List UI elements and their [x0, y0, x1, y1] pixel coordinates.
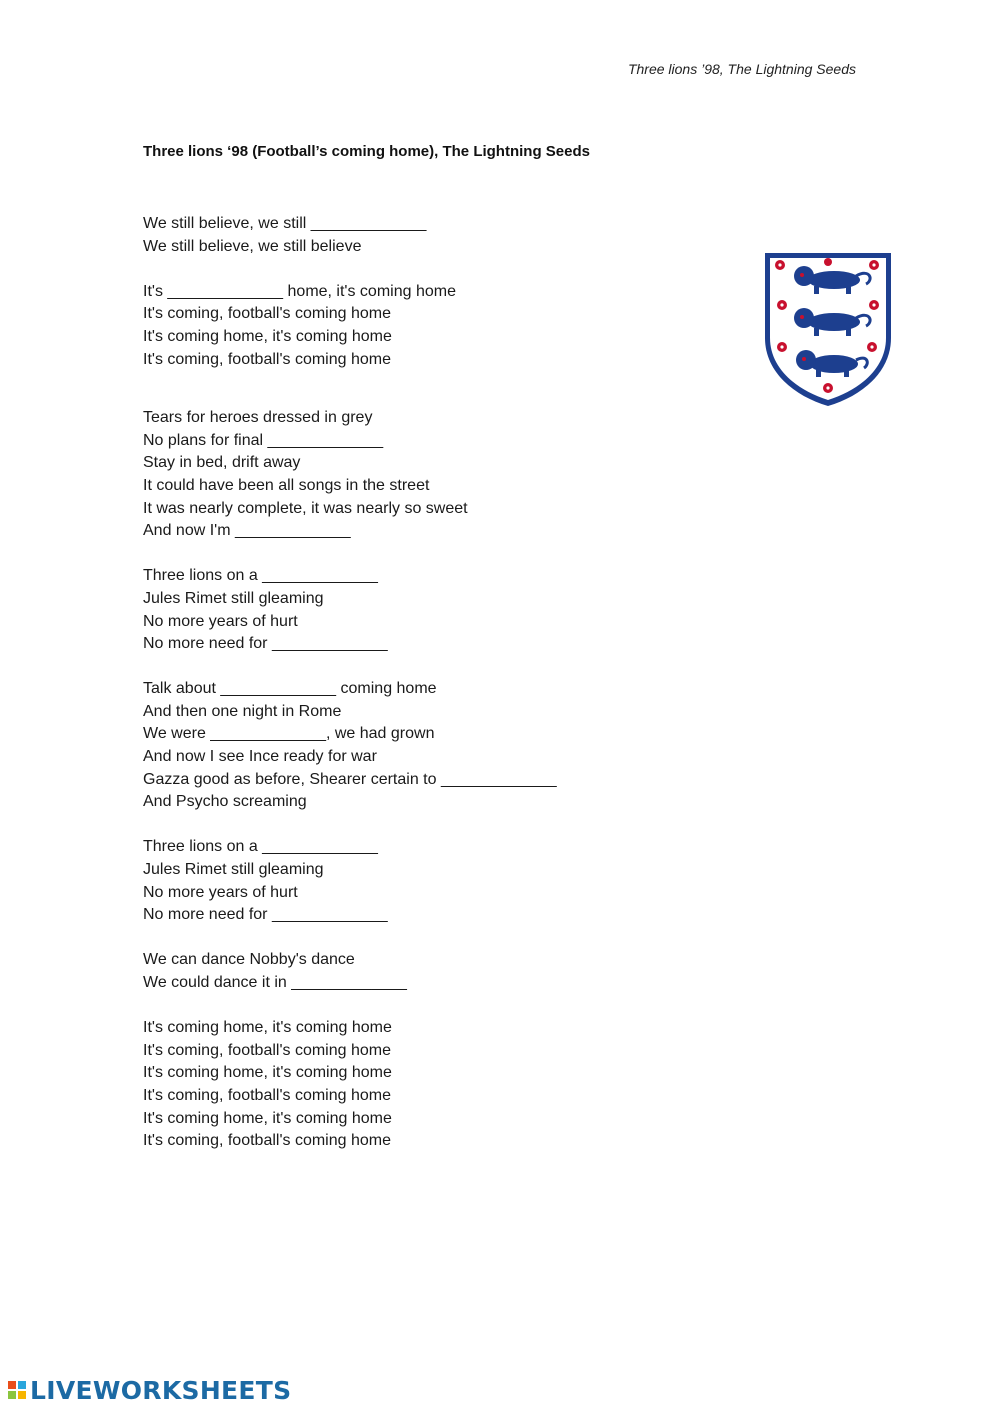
lyric-line: Three lions on a _____________ [143, 838, 378, 856]
lyric-line: No more need for _____________ [143, 906, 388, 924]
logo-blocks-icon [8, 1381, 26, 1399]
lyric-line: It's coming home, it's coming home [143, 1064, 392, 1082]
lyric-line: We still believe, we still believe [143, 237, 362, 255]
stanza [143, 565, 557, 655]
lyric-line: We could dance it in _____________ [143, 974, 407, 991]
lyric-line: And now I see Ince ready for war [143, 748, 377, 766]
lyric-line: And now I'm _____________ [143, 522, 351, 540]
lyric-line: It's coming home, it's coming home [143, 327, 392, 345]
lyric-line: We still believe, we still _____________ [143, 215, 427, 232]
stanza [143, 949, 557, 994]
lyric-line: It's coming home, it's coming home [143, 1109, 392, 1127]
logo-text: LIVEWORKSHEETS [30, 1375, 292, 1405]
lyric-line: It's _____________ home, it's coming home [143, 282, 456, 300]
lyric-line: We can dance Nobby's dance [143, 951, 355, 969]
lyric-line: No more need for _____________ [143, 635, 388, 653]
lyric-line: Three lions on a _____________ [143, 567, 378, 585]
stanza [143, 836, 557, 926]
lyric-line: No more years of hurt [143, 883, 298, 901]
lyric-line: It's coming, football's coming home [143, 1041, 391, 1059]
stanza [143, 678, 557, 814]
lyric-line: And Psycho screaming [143, 793, 307, 811]
stanza [143, 281, 557, 371]
stanza [143, 407, 557, 543]
lyric-line: Stay in bed, drift away [143, 454, 301, 472]
lyric-line: Gazza good as before, Shearer certain to _____________ [143, 770, 557, 788]
lyric-line: It's coming, football's coming home [143, 350, 391, 368]
lyric-line: It's coming, football's coming home [143, 305, 391, 323]
page-header: Three lions ’98, The Lightning Seeds [627, 61, 856, 77]
lyric-line: Talk about _____________ coming home [143, 680, 437, 698]
song-title: Three lions ‘98 (Football’s coming home), The Lightning Seeds [143, 143, 590, 160]
lyric-line: And then one night in Rome [143, 702, 342, 720]
liveworksheets-logo [8, 1375, 291, 1405]
lyric-line: It's coming, football's coming home [143, 1086, 391, 1104]
lyric-line: Jules Rimet still gleaming [143, 589, 324, 607]
lyric-line: We were _____________, we had grown [143, 725, 435, 743]
lyric-line: It was nearly complete, it was nearly so sweet [143, 499, 468, 517]
lyric-line: No plans for final _____________ [143, 431, 384, 449]
stanza [143, 1017, 557, 1153]
lyric-line: It could have been all songs in the street [143, 476, 430, 494]
lyric-line: Tears for heroes dressed in grey [143, 409, 373, 427]
lyric-line: Jules Rimet still gleaming [143, 861, 324, 879]
lyrics [143, 213, 557, 1175]
stanza [143, 213, 557, 258]
lyric-line: It's coming, football's coming home [143, 1132, 391, 1150]
lyric-line: No more years of hurt [143, 612, 298, 630]
england-three-lions-crest-icon [762, 250, 894, 408]
lyric-line: It's coming home, it's coming home [143, 1019, 392, 1037]
